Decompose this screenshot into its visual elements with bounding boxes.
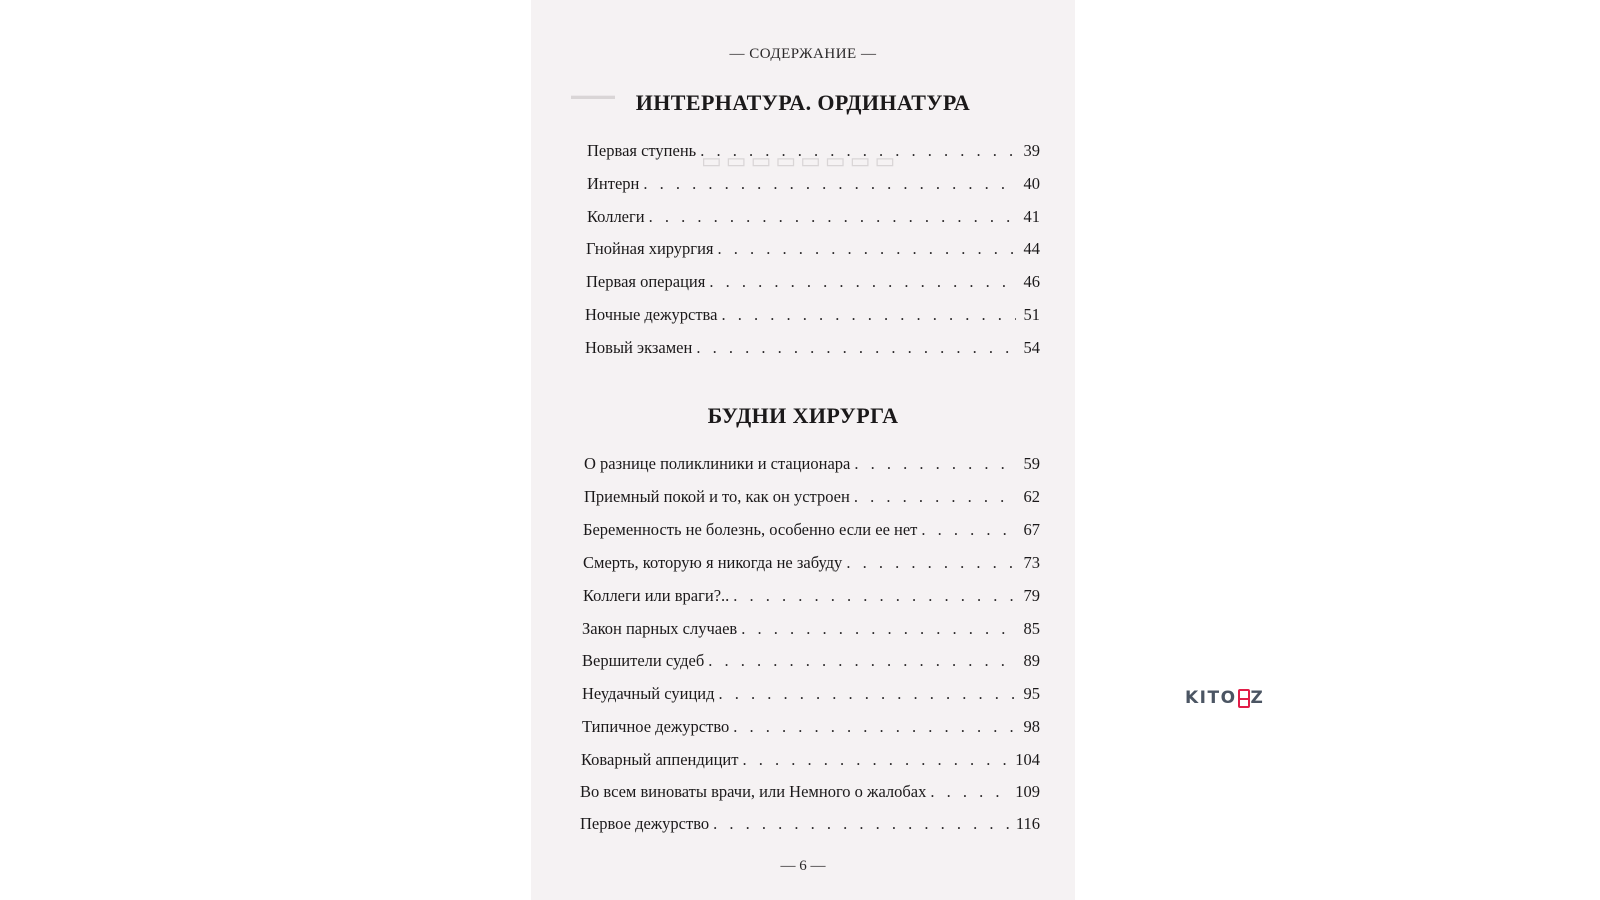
toc-entry-page: 79 <box>1023 586 1040 605</box>
toc-entry-title: Гнойная хирургия <box>586 239 714 258</box>
toc-entry[interactable] <box>584 452 1040 476</box>
toc-entry-page: 51 <box>1023 305 1040 324</box>
toc-entry-title: Типичное дежурство <box>582 717 730 736</box>
dot-leader <box>696 336 1016 360</box>
toc-entry-title: Закон парных случаев <box>582 619 738 638</box>
watermark-b-glyph <box>1238 689 1250 708</box>
watermark-text-left: KITO <box>1185 688 1237 708</box>
dot-leader <box>742 748 1011 772</box>
toc-entry-page: 109 <box>1015 782 1040 801</box>
dot-leader <box>708 649 1016 673</box>
running-head: — СОДЕРЖАНИЕ — <box>729 46 877 62</box>
toc-entry[interactable] <box>583 584 1040 608</box>
dot-leader <box>709 270 1016 294</box>
toc-entry-title: Новый экзамен <box>585 338 693 357</box>
toc-entry[interactable] <box>582 649 1040 673</box>
toc-entry-page: 89 <box>1023 651 1040 670</box>
toc-entry-page: 116 <box>1015 814 1040 833</box>
toc-entry[interactable] <box>584 485 1040 509</box>
toc-entry[interactable] <box>582 682 1040 706</box>
toc-entry-page: 40 <box>1023 174 1040 193</box>
toc-entry[interactable] <box>586 237 1040 261</box>
toc-entry-title: Приемный покой и то, как он устроен <box>584 487 850 506</box>
dot-leader <box>718 237 1017 261</box>
dot-leader <box>733 715 1016 739</box>
section-title: ИНТЕРНАТУРА. ОРДИНАТУРА <box>635 90 971 115</box>
toc-entry[interactable] <box>583 518 1040 542</box>
toc-entry-page: 59 <box>1023 454 1040 473</box>
toc-entry[interactable] <box>582 617 1040 641</box>
toc-entry-page: 95 <box>1023 684 1040 703</box>
toc-entry-page: 54 <box>1023 338 1040 357</box>
toc-entry-page: 98 <box>1023 717 1040 736</box>
toc-entry-page: 67 <box>1023 520 1040 539</box>
toc-entry-title: Ночные дежурства <box>585 305 718 324</box>
dot-leader <box>733 584 1016 608</box>
dot-leader <box>643 172 1016 196</box>
dot-leader <box>721 303 1016 327</box>
toc-entry-title: Беременность не болезнь, особенно если ее нет <box>583 520 918 539</box>
toc-entry-page: 39 <box>1023 141 1040 160</box>
toc-entry-title: Первое дежурство <box>580 814 710 833</box>
dot-leader <box>854 485 1016 509</box>
toc-entry-title: Смерть, которую я никогда не забуду <box>583 553 843 572</box>
toc-entry-page: 44 <box>1023 239 1040 258</box>
toc-entry-page: 85 <box>1023 619 1040 638</box>
book-page <box>531 0 1075 900</box>
dot-leader <box>719 682 1016 706</box>
toc-entry[interactable] <box>585 336 1040 360</box>
toc-entry-title: Первая операция <box>586 272 706 291</box>
toc-entry-title: Неудачный суицид <box>582 684 715 703</box>
toc-entry[interactable] <box>582 715 1040 739</box>
dot-leader <box>846 551 1016 575</box>
show-through: ▭▭▭▭▭▭▭▭ <box>701 148 900 173</box>
dot-leader <box>649 205 1016 229</box>
toc-entry[interactable] <box>581 748 1040 772</box>
toc-entry-title: Вершители судеб <box>582 651 705 670</box>
toc-entry-title: О разнице поликлиники и стационара <box>584 454 851 473</box>
dot-leader <box>700 139 1016 163</box>
toc-entry[interactable] <box>587 172 1040 196</box>
page-number: — 6 — <box>780 858 826 874</box>
dot-leader <box>921 518 1016 542</box>
toc-entry[interactable] <box>585 303 1040 327</box>
section-title: БУДНИ ХИРУРГА <box>707 403 899 428</box>
toc-entry-page: 62 <box>1023 487 1040 506</box>
toc-entry-page: 41 <box>1023 207 1040 226</box>
toc-entry-page: 73 <box>1023 553 1040 572</box>
watermark-text-right: Z <box>1250 688 1265 708</box>
show-through: ▬▬▬▬ <box>571 90 615 102</box>
toc-entry-page: 46 <box>1023 272 1040 291</box>
kitobz-watermark-logo <box>1185 688 1264 708</box>
toc-entry[interactable] <box>580 780 1040 804</box>
dot-leader <box>930 780 1011 804</box>
toc-entry-title: Во всем виноваты врачи, или Немного о жалобах <box>580 782 927 801</box>
dot-leader <box>854 452 1016 476</box>
toc-entry-title: Коварный аппендицит <box>581 750 739 769</box>
toc-entry[interactable] <box>586 270 1040 294</box>
toc-entry-title: Первая ступень <box>587 141 697 160</box>
toc-entry-title: Интерн <box>587 174 640 193</box>
toc-entry[interactable] <box>583 551 1040 575</box>
toc-entry[interactable] <box>587 139 1040 163</box>
dot-leader <box>713 812 1012 836</box>
toc-entry-page: 104 <box>1015 750 1040 769</box>
dot-leader <box>741 617 1016 641</box>
toc-entry-title: Коллеги или враги?.. <box>583 586 730 605</box>
toc-entry[interactable] <box>580 812 1040 836</box>
toc-entry-title: Коллеги <box>587 207 645 226</box>
toc-entry[interactable] <box>587 205 1040 229</box>
